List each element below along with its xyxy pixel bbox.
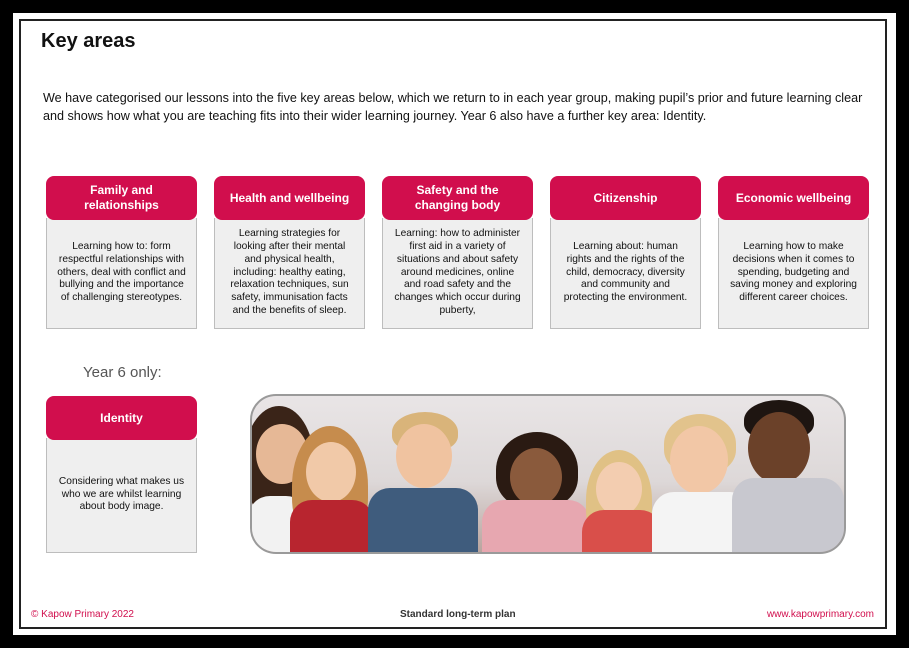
key-area-card-health <box>214 176 365 329</box>
children-photo <box>250 394 846 554</box>
card-heading: Safety and the changing body <box>382 176 533 220</box>
key-area-card-safety <box>382 176 533 329</box>
key-area-card-identity <box>46 396 197 553</box>
card-body: Learning how to make decisions when it comes to spending, budgeting and saving money and exploring different career choices. <box>718 218 869 329</box>
card-body: Considering what makes us who we are whilst learning about body image. <box>46 438 197 553</box>
key-area-card-family <box>46 176 197 329</box>
year6-label: Year 6 only: <box>83 364 162 381</box>
card-heading: Economic wellbeing <box>718 176 869 220</box>
page-title: Key areas <box>41 30 136 52</box>
card-body: Learning strategies for looking after their mental and physical health, including: healthy eating, relaxation techniques, sun safety, immunisation facts and the benefits of sleep. <box>214 218 365 329</box>
footer-copyright: © Kapow Primary 2022 <box>31 609 134 620</box>
intro-paragraph: We have categorised our lessons into the five key areas below, which we return to in each year group, making pupil’s prior and future learning clear and shows how what you are teaching fits into their wider learning journey. Year 6 also have a further key area: Identity. <box>43 91 863 123</box>
card-heading: Citizenship <box>550 176 701 220</box>
card-heading: Health and wellbeing <box>214 176 365 220</box>
card-body: Learning: how to administer first aid in a variety of situations and about safety around medicines, online and road safety and the changes which occur during puberty, <box>382 218 533 329</box>
card-body: Learning how to: form respectful relationships with others, deal with conflict and bullying and the importance of challenging stereotypes. <box>46 218 197 329</box>
key-area-card-economic <box>718 176 869 329</box>
card-heading: Family and relationships <box>46 176 197 220</box>
key-area-card-citizenship <box>550 176 701 329</box>
footer-document-title: Standard long-term plan <box>400 609 516 620</box>
card-body: Learning about: human rights and the rights of the child, democracy, diversity and community and protecting the environment. <box>550 218 701 329</box>
footer-website-link[interactable]: www.kapowprimary.com <box>766 609 874 620</box>
card-heading: Identity <box>46 396 197 440</box>
